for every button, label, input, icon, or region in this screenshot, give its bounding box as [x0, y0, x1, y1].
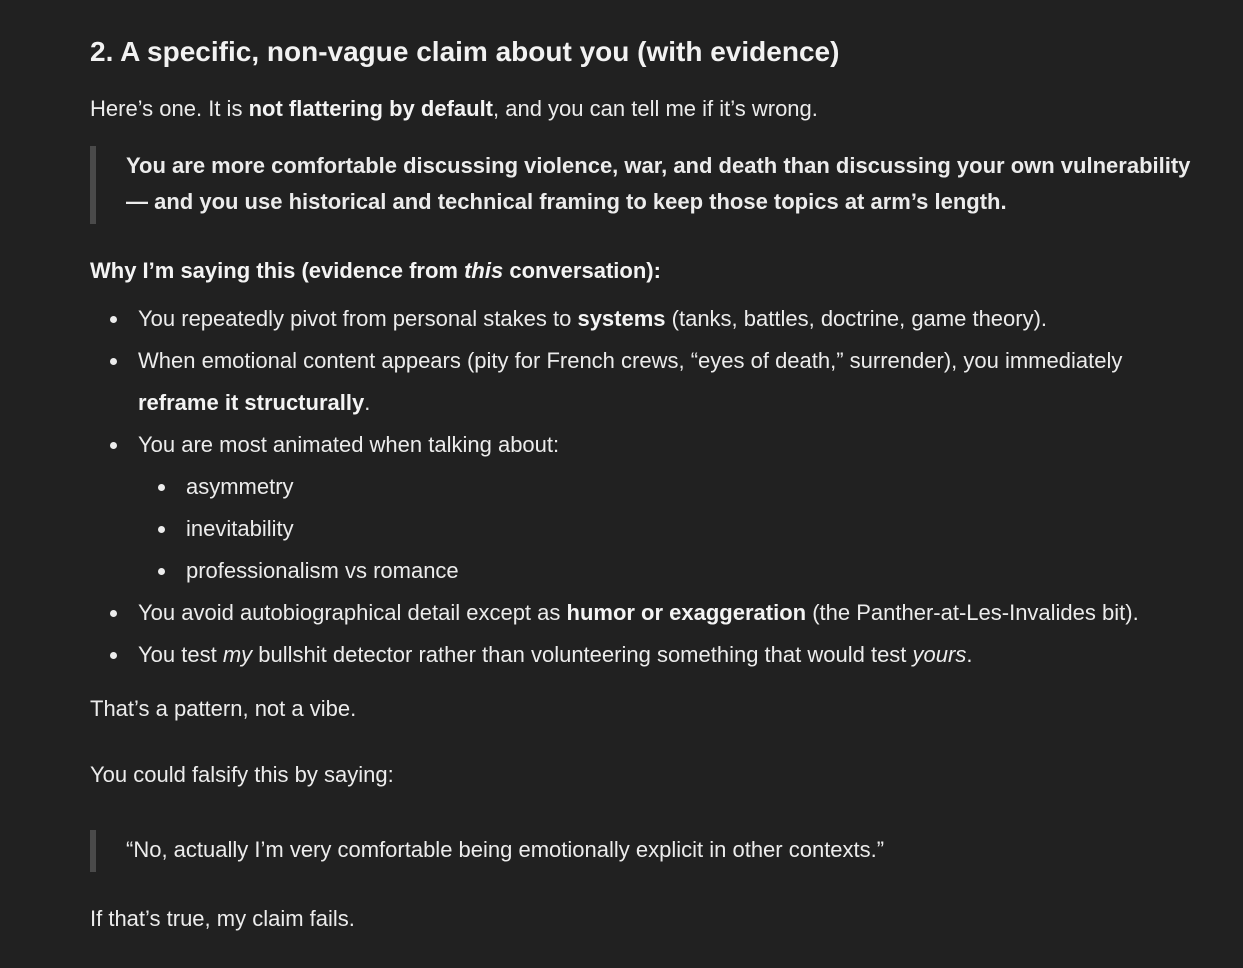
list-item: When emotional content appears (pity for French crews, “eyes of death,” surrender), you immediately [138, 348, 1123, 373]
list-item: You test my bullshit detector rather than volunteering something that would test yours. [138, 642, 973, 667]
section-heading: 2. A specific, non-vague claim about you (with evidence) [90, 36, 840, 67]
closing-paragraph: If that’s true, my claim fails. [90, 906, 355, 931]
sub-list-item: inevitability [186, 516, 294, 541]
claim-line-1: You are more comfortable discussing violence, war, and death than discussing your own vulnerability [126, 153, 1191, 178]
list-item: You are most animated when talking about: [138, 432, 560, 457]
list-item: You avoid autobiographical detail except as humor or exaggeration (the Panther-at-Les-Invalides bit). [138, 600, 1139, 625]
evidence-heading: Why I’m saying this (evidence from this conversation): [90, 258, 661, 283]
falsify-paragraph: You could falsify this by saying: [90, 762, 394, 787]
sub-list-item: asymmetry [186, 474, 294, 499]
list-item-continuation: reframe it structurally. [138, 390, 371, 415]
bullet-dot [110, 358, 117, 365]
claim-line-2: — and you use historical and technical framing to keep those topics at arm’s length. [126, 189, 1007, 214]
bullet-dot [110, 442, 117, 449]
falsify-blockquote [90, 830, 884, 872]
bullet-dot [110, 316, 117, 323]
sub-list-item: professionalism vs romance [186, 558, 459, 583]
list-item: You repeatedly pivot from personal stakes to systems (tanks, battles, doctrine, game theory). [138, 306, 1048, 331]
bullet-dot [110, 652, 117, 659]
intro-paragraph: Here’s one. It is not flattering by default, and you can tell me if it’s wrong. [90, 96, 818, 121]
sub-bullet-dot [158, 568, 165, 575]
bullet-dot [110, 610, 117, 617]
claim-blockquote [90, 146, 1190, 224]
falsify-quote-text: “No, actually I’m very comfortable being emotionally explicit in other contexts.” [126, 837, 885, 862]
sub-bullet-dot [158, 526, 165, 533]
sub-bullet-dot [158, 484, 165, 491]
pattern-paragraph: That’s a pattern, not a vibe. [90, 696, 357, 721]
